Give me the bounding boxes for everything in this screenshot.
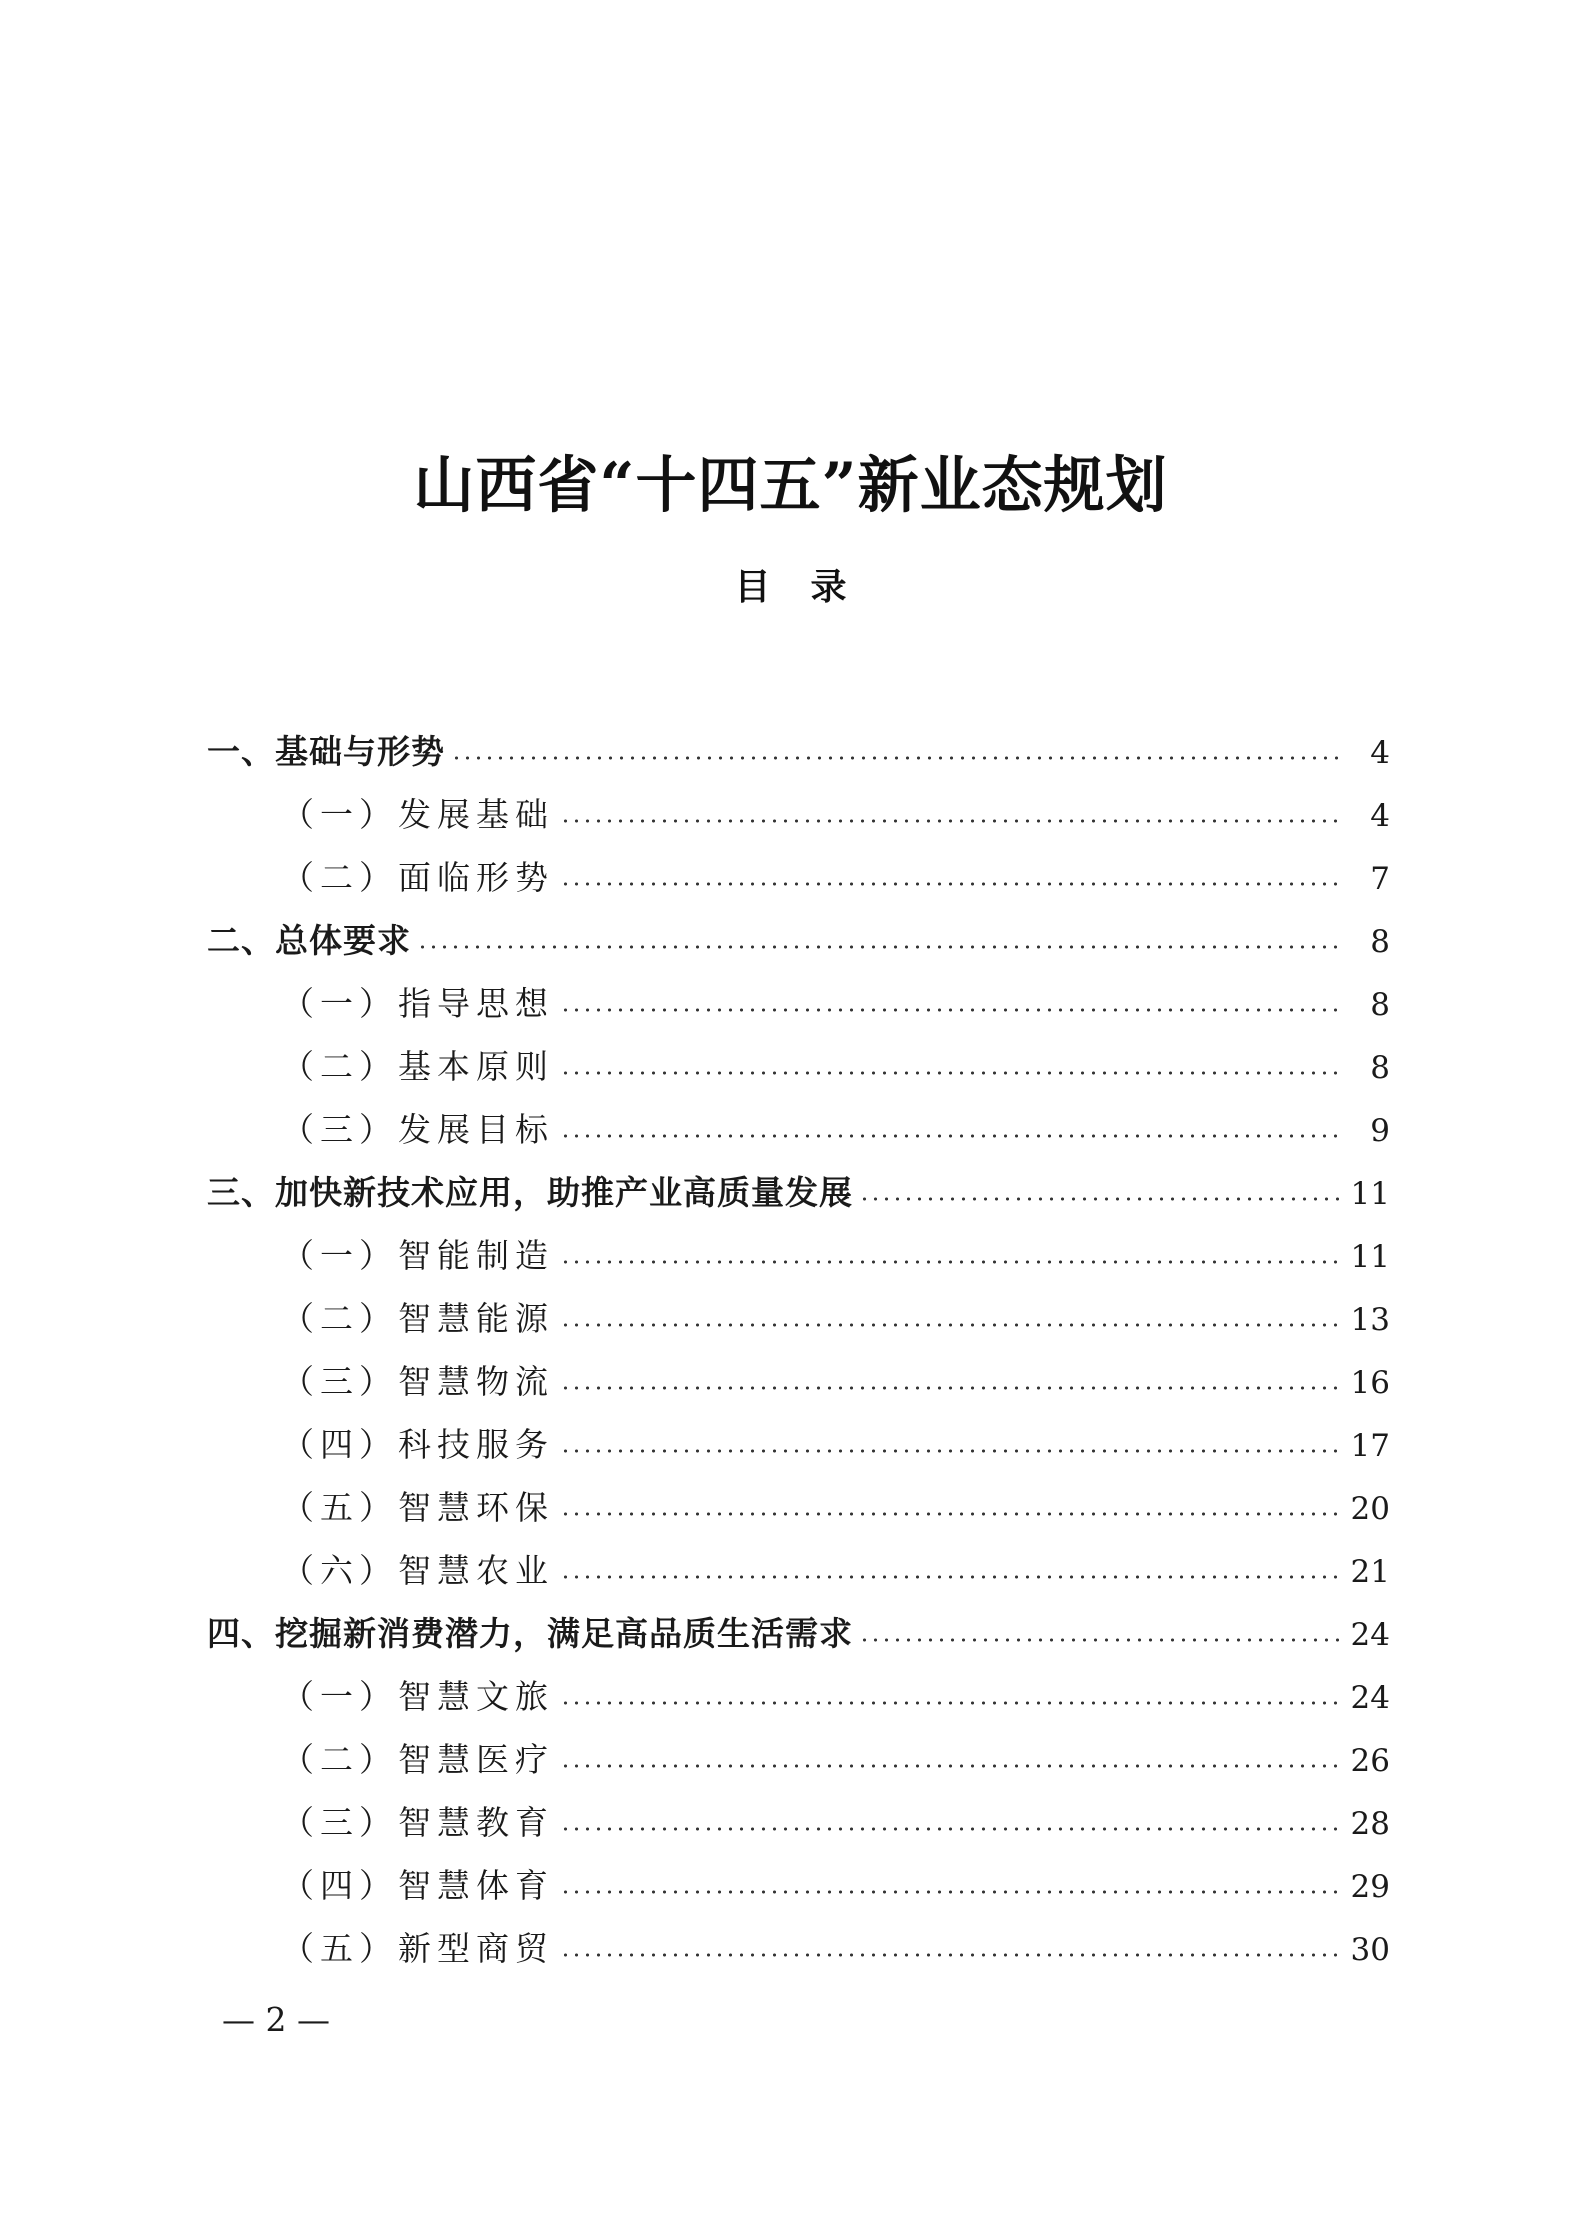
- toc-entry-label: （二）基本原则: [281, 1047, 554, 1086]
- toc-section-entry[interactable]: [207, 909, 1390, 972]
- toc-entry-label: （三）发展目标: [281, 1110, 554, 1149]
- toc-entry-label: （五）智慧环保: [281, 1488, 554, 1527]
- toc-entry-page-number: 24: [1350, 1680, 1390, 1716]
- toc-entry-label: （二）智慧能源: [281, 1299, 554, 1338]
- toc-entry-page-number: 7: [1370, 861, 1390, 897]
- toc-dot-leader: [560, 1323, 1341, 1327]
- toc-entry-page-number: 24: [1350, 1617, 1390, 1653]
- toc-dot-leader: [417, 945, 1342, 949]
- toc-dot-leader: [560, 1575, 1341, 1579]
- toc-dot-leader: [560, 1071, 1342, 1075]
- toc-subsection-entry[interactable]: [207, 1035, 1390, 1098]
- toc-subsection-entry[interactable]: [207, 1287, 1390, 1350]
- toc-entry-label: （一）指导思想: [281, 984, 554, 1023]
- toc-entry-page-number: 30: [1350, 1932, 1390, 1968]
- toc-subsection-entry[interactable]: [207, 1728, 1390, 1791]
- toc-dot-leader: [560, 819, 1342, 823]
- toc-entry-page-number: 21: [1350, 1554, 1390, 1590]
- toc-entry-label: （一）发展基础: [281, 795, 554, 834]
- toc-entry-page-number: 16: [1350, 1365, 1390, 1401]
- toc-subsection-entry[interactable]: [207, 1665, 1390, 1728]
- document-title: 山西省“十四五”新业态规划: [413, 449, 1168, 521]
- toc-entry-label: （一）智慧文旅: [281, 1677, 554, 1716]
- table-of-contents: [207, 720, 1390, 1980]
- toc-subsection-entry[interactable]: [207, 1854, 1390, 1917]
- toc-section-entry[interactable]: [207, 720, 1390, 783]
- toc-entry-page-number: 8: [1370, 924, 1390, 960]
- toc-entry-page-number: 29: [1350, 1869, 1390, 1905]
- toc-entry-label: （一）智能制造: [281, 1236, 554, 1275]
- toc-subsection-entry[interactable]: [207, 1917, 1390, 1980]
- toc-entry-label: 一、基础与形势: [207, 732, 445, 771]
- toc-subsection-entry[interactable]: [207, 783, 1390, 846]
- page-number: — 2 —: [222, 2000, 330, 2039]
- toc-subsection-entry[interactable]: [207, 1098, 1390, 1161]
- toc-dot-leader: [560, 1701, 1341, 1705]
- toc-dot-leader: [560, 882, 1342, 886]
- toc-entry-label: （三）智慧物流: [281, 1362, 554, 1401]
- toc-subsection-entry[interactable]: [207, 1539, 1390, 1602]
- toc-entry-page-number: 28: [1350, 1806, 1390, 1842]
- toc-entry-page-number: 9: [1370, 1113, 1390, 1149]
- toc-entry-label: （六）智慧农业: [281, 1551, 554, 1590]
- toc-entry-label: （四）科技服务: [281, 1425, 554, 1464]
- toc-entry-page-number: 4: [1370, 798, 1390, 834]
- toc-subsection-entry[interactable]: [207, 846, 1390, 909]
- toc-dot-leader: [560, 1890, 1341, 1894]
- toc-dot-leader: [859, 1197, 1341, 1201]
- toc-dot-leader: [560, 1134, 1342, 1138]
- toc-entry-page-number: 11: [1350, 1239, 1390, 1275]
- toc-dot-leader: [859, 1638, 1341, 1642]
- toc-section-entry[interactable]: [207, 1602, 1390, 1665]
- toc-subsection-entry[interactable]: [207, 1791, 1390, 1854]
- toc-dot-leader: [560, 1386, 1341, 1390]
- toc-dot-leader: [560, 1260, 1341, 1264]
- toc-dot-leader: [560, 1008, 1342, 1012]
- toc-entry-label: （五）新型商贸: [281, 1929, 554, 1968]
- toc-section-entry[interactable]: [207, 1161, 1390, 1224]
- toc-entry-page-number: 8: [1370, 1050, 1390, 1086]
- toc-dot-leader: [560, 1512, 1341, 1516]
- toc-entry-label: （三）智慧教育: [281, 1803, 554, 1842]
- toc-dot-leader: [560, 1449, 1341, 1453]
- toc-entry-label: （二）面临形势: [281, 858, 554, 897]
- toc-entry-page-number: 8: [1370, 987, 1390, 1023]
- toc-entry-label: 二、总体要求: [207, 921, 411, 960]
- toc-dot-leader: [451, 756, 1342, 760]
- toc-entry-page-number: 17: [1350, 1428, 1390, 1464]
- toc-entry-page-number: 20: [1350, 1491, 1390, 1527]
- toc-entry-label: （二）智慧医疗: [281, 1740, 554, 1779]
- toc-dot-leader: [560, 1827, 1341, 1831]
- toc-subsection-entry[interactable]: [207, 1476, 1390, 1539]
- toc-subsection-entry[interactable]: [207, 1413, 1390, 1476]
- toc-entry-label: 四、挖掘新消费潜力，满足高品质生活需求: [207, 1614, 853, 1653]
- toc-entry-label: 三、加快新技术应用，助推产业高质量发展: [207, 1173, 853, 1212]
- toc-dot-leader: [560, 1953, 1341, 1957]
- toc-entry-page-number: 26: [1350, 1743, 1390, 1779]
- toc-subsection-entry[interactable]: [207, 1350, 1390, 1413]
- toc-entry-page-number: 13: [1350, 1302, 1390, 1338]
- toc-dot-leader: [560, 1764, 1341, 1768]
- toc-entry-page-number: 4: [1370, 735, 1390, 771]
- toc-subsection-entry[interactable]: [207, 972, 1390, 1035]
- toc-entry-label: （四）智慧体育: [281, 1866, 554, 1905]
- toc-heading: 目录: [734, 567, 887, 608]
- toc-subsection-entry[interactable]: [207, 1224, 1390, 1287]
- toc-entry-page-number: 11: [1350, 1176, 1390, 1212]
